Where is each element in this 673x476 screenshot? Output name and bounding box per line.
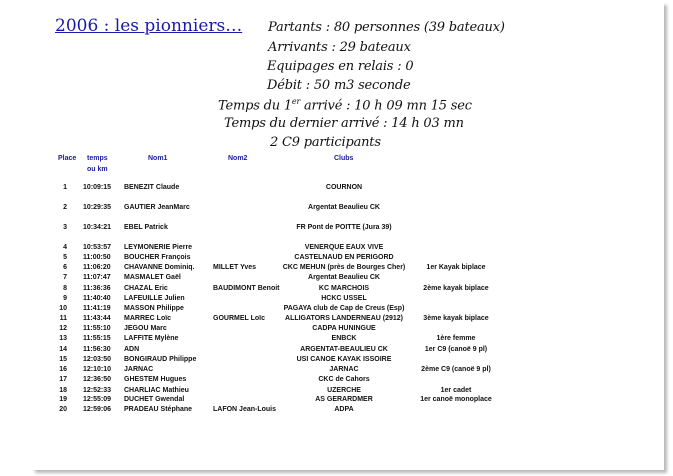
row-nom1: BOUCHER François: [124, 254, 191, 261]
row-place: 10: [59, 305, 67, 312]
row-note: 1ère femme: [436, 335, 476, 342]
row-club: AS GERARDMER: [315, 396, 373, 403]
row-time: 10:09:15: [83, 184, 112, 191]
row-nom1: MASSON Philippe: [124, 305, 184, 312]
info-equipages: Equipages en relais : 0: [267, 59, 414, 74]
row-place: 14: [59, 346, 67, 353]
row-club: USI CANOE KAYAK ISSOIRE: [296, 356, 392, 363]
row-club: VENERQUE EAUX VIVE: [304, 244, 384, 251]
row-nom2: LAFON Jean-Louis: [213, 406, 277, 413]
header-place: Place: [58, 155, 77, 162]
row-club: CKC MEHUN (près de Bourges Cher): [282, 264, 406, 271]
row-place: 19: [59, 396, 67, 403]
row-club: Argentat Beaulieu CK: [308, 204, 380, 211]
row-note: 1er Kayak biplace: [426, 264, 486, 271]
row-time: 10:29:35: [83, 204, 112, 211]
row-note: 1er C9 (canoë 9 pl): [424, 346, 488, 353]
row-club: ALLIGATORS LANDERNEAU (2912): [285, 315, 403, 322]
row-club: UZERCHE: [327, 387, 361, 394]
row-note: 3ème kayak biplace: [423, 315, 489, 322]
row-time: 11:00:50: [83, 254, 111, 261]
row-time: 12:59:06: [83, 406, 112, 413]
row-club: CASTELNAUD EN PERIGORD: [294, 254, 394, 261]
row-nom1: MARREC Loïc: [124, 315, 172, 322]
row-time: 11:36:36: [83, 285, 111, 292]
row-time: 12:03:50: [83, 356, 112, 363]
row-place: 15: [59, 356, 67, 363]
row-place: 17: [59, 376, 67, 383]
row-nom1: JARNAC: [124, 366, 154, 373]
row-nom1: LAFFITE Mylène: [124, 335, 179, 342]
row-nom1: ADN: [124, 346, 140, 353]
info-arrivants: Arrivants : 29 bateaux: [268, 40, 411, 55]
row-place: 7: [63, 274, 67, 281]
row-nom1: LEYMONERIE Pierre: [124, 244, 193, 251]
row-time: 12:10:10: [83, 366, 112, 373]
row-nom1: EBEL Patrick: [124, 224, 168, 231]
row-time: 11:43:44: [83, 315, 111, 322]
row-club: PAGAYA club de Cap de Creus (Esp): [283, 305, 405, 312]
header-nom1: Nom1: [148, 155, 168, 162]
row-club: ADPA: [334, 406, 354, 413]
row-place: 13: [59, 335, 67, 342]
row-nom1: BENEZIT Claude: [124, 184, 180, 191]
row-time: 11:40:40: [83, 295, 111, 302]
header-nom2: Nom2: [228, 155, 248, 162]
row-place: 16: [59, 366, 67, 373]
row-time: 10:34:21: [83, 224, 112, 231]
row-time: 11:07:47: [83, 274, 111, 281]
row-club: KC MARCHOIS: [318, 285, 370, 292]
row-club: FR Pont de POITTE (Jura 39): [296, 224, 392, 231]
row-nom1: CHAZAL Eric: [124, 285, 168, 292]
row-place: 11: [59, 315, 67, 322]
header-ou-km: ou km: [87, 166, 108, 173]
row-place: 8: [63, 285, 67, 292]
header-temps: temps: [87, 155, 108, 162]
row-nom2: BAUDIMONT Benoit: [213, 285, 280, 292]
row-time: 12:52:33: [83, 387, 112, 394]
row-time: 11:06:20: [83, 264, 111, 271]
info-debit: Débit : 50 m3 seconde: [267, 78, 411, 93]
row-nom1: DUCHET Gwendal: [124, 396, 185, 403]
row-nom1: CHAVANNE Dominiq.: [124, 264, 195, 271]
row-club: Argentat Beaulieu CK: [308, 274, 380, 281]
row-nom2: GOURMEL Loïc: [213, 315, 265, 322]
row-club: CADPA HUNINGUE: [312, 325, 376, 332]
row-time: 12:36:50: [83, 376, 112, 383]
row-place: 4: [63, 244, 67, 251]
row-note: 1er canoë monoplace: [420, 396, 492, 403]
row-club: ENBCK: [331, 335, 357, 342]
row-time: 11:55:15: [83, 335, 111, 342]
row-nom1: LAFEUILLE Julien: [124, 295, 185, 302]
row-nom1: GAUTIER JeanMarc: [124, 204, 190, 211]
row-place: 3: [63, 224, 67, 231]
info-temps-premier: Temps du 1er arrivé : 10 h 09 mn 15 sec: [218, 97, 472, 114]
row-nom1: MASMALET Gaël: [124, 274, 181, 281]
row-note: 1er cadet: [440, 387, 472, 394]
row-place: 20: [59, 406, 67, 413]
row-time: 10:53:57: [83, 244, 112, 251]
row-place: 2: [63, 204, 67, 211]
row-club: HCKC USSEL: [321, 295, 367, 302]
header-clubs: Clubs: [334, 155, 354, 162]
row-time: 12:55:09: [83, 396, 112, 403]
row-place: 6: [63, 264, 67, 271]
row-place: 12: [59, 325, 67, 332]
row-nom1: PRADEAU Stéphane: [124, 406, 193, 413]
row-nom1: BONGIRAUD Philippe: [124, 356, 197, 363]
info-c9: 2 C9 participants: [270, 135, 381, 150]
row-nom1: GHESTEM Hugues: [124, 376, 187, 383]
row-place: 5: [63, 254, 67, 261]
row-nom2: MILLET Yves: [213, 264, 257, 271]
row-note: 2ème C9 (canoë 9 pl): [421, 366, 491, 373]
row-place: 18: [59, 387, 67, 394]
page-title: 2006 : les pionniers…: [55, 16, 243, 36]
row-club: JARNAC: [329, 366, 359, 373]
row-time: 11:55:10: [83, 325, 111, 332]
row-place: 9: [63, 295, 67, 302]
row-note: 2ème kayak biplace: [423, 285, 489, 292]
row-club: ARGENTAT-BEAULIEU CK: [300, 346, 388, 353]
info-temps-dernier: Temps du dernier arrivé : 14 h 03 mn: [224, 116, 464, 131]
row-club: CKC de Cahors: [318, 376, 370, 383]
row-time: 11:41:19: [83, 305, 111, 312]
row-place: 1: [63, 184, 67, 191]
row-nom1: CHARLIAC Mathieu: [124, 387, 189, 394]
row-nom1: JEGOU Marc: [124, 325, 167, 332]
row-time: 11:56:30: [83, 346, 111, 353]
row-club: COURNON: [325, 184, 363, 191]
info-partants: Partants : 80 personnes (39 bateaux): [268, 20, 505, 35]
